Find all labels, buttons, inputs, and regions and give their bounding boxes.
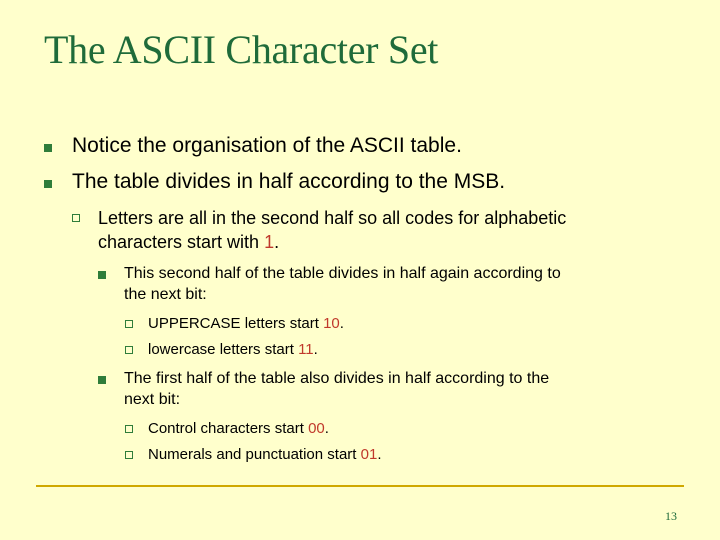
sub-sub-bullet-line: next bit:	[124, 391, 181, 408]
footer-divider	[36, 485, 684, 487]
bullet-square-icon	[98, 271, 106, 279]
punctuation: .	[274, 232, 280, 252]
bullet-hollow-square-icon	[125, 425, 133, 433]
punctuation: .	[324, 420, 329, 437]
slide-title: The ASCII Character Set	[44, 27, 439, 72]
level4-text: UPPERCASE letters start	[148, 315, 324, 332]
sub-sub-bullet-line: the next bit:	[124, 286, 207, 303]
bullet-text: Notice the organisation of the ASCII table.	[72, 134, 462, 157]
punctuation: .	[339, 315, 344, 332]
sub-sub-bullet-text	[124, 263, 561, 305]
level4-bullet-text	[148, 420, 329, 437]
bullet-square-icon	[44, 180, 52, 188]
level4-text: lowercase letters start	[148, 341, 299, 358]
level4-text: Numerals and punctuation start	[148, 446, 361, 463]
sub-bullet-text	[98, 206, 566, 254]
bullet-hollow-square-icon	[125, 346, 133, 354]
sub-bullet-line	[98, 230, 566, 254]
bit-value: 11	[298, 341, 314, 358]
bit-value: 10	[323, 315, 340, 332]
level4-bullet-text	[148, 315, 344, 332]
sub-sub-bullet-line: The first half of the table also divides in half according to the	[124, 370, 550, 387]
bullet-hollow-square-icon	[72, 214, 80, 222]
sub-sub-bullet-text	[124, 368, 549, 410]
bullet-text: The table divides in half according to the MSB.	[72, 170, 506, 193]
level4-text: Control characters start	[148, 420, 309, 437]
bullet-hollow-square-icon	[125, 320, 133, 328]
bullet-hollow-square-icon	[125, 451, 133, 459]
level4-bullet-text	[148, 446, 381, 463]
sub-sub-bullet-line: This second half of the table divides in half again according to	[124, 265, 561, 282]
sub-bullet-line-text: characters start with	[98, 232, 265, 252]
bit-value: 00	[308, 420, 325, 437]
bit-value: 01	[360, 446, 378, 463]
punctuation: .	[377, 446, 382, 463]
page-number: 13	[665, 509, 677, 523]
punctuation: .	[313, 341, 318, 358]
bullet-square-icon	[98, 376, 106, 384]
level4-bullet-text	[148, 341, 318, 358]
bit-value: 1	[264, 232, 275, 252]
sub-bullet-line: Letters are all in the second half so all codes for alphabetic	[98, 208, 567, 228]
bullet-square-icon	[44, 144, 52, 152]
